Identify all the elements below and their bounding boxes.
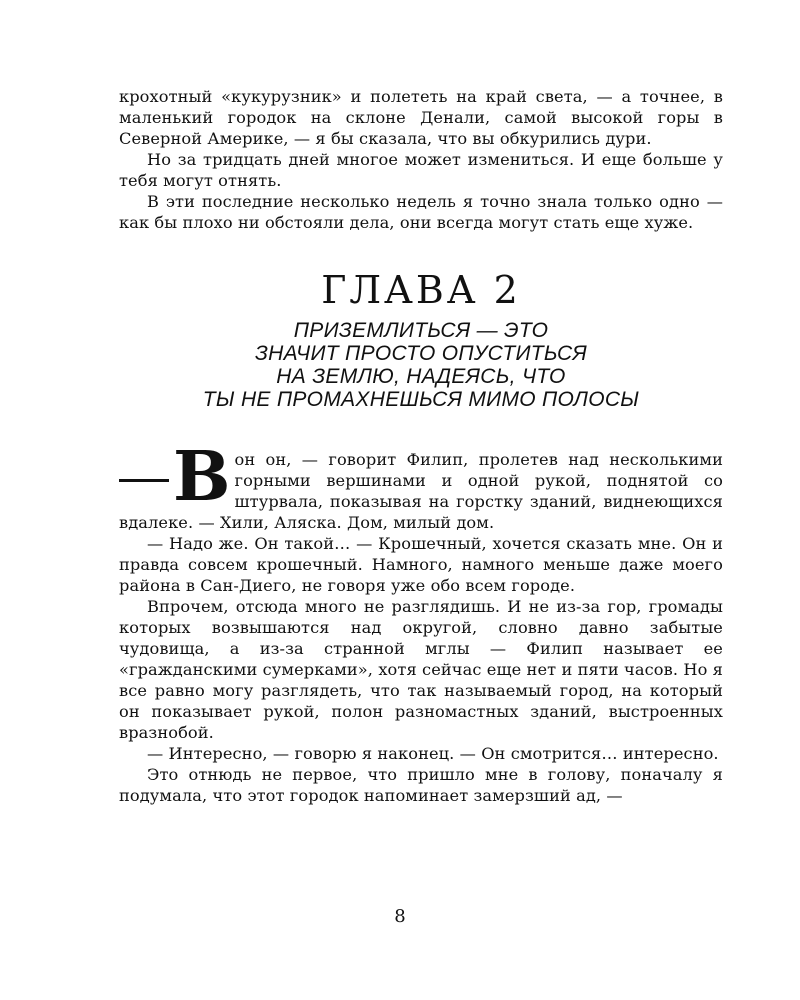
subtitle-line: ЗНАЧИТ ПРОСТО ОПУСТИТЬСЯ xyxy=(254,342,588,365)
paragraph: он он, — говорит Филип, пролетев над несколькими горными вершинами и одной рукой, поднятой со штурвала, показывая на горстку зданий, виднеющихся вдалеке. — Хили, Аляска. Дом, милый дом. xyxy=(119,450,723,532)
opening-text xyxy=(119,86,723,233)
drop-cap-block xyxy=(119,437,231,517)
chapter-subtitle xyxy=(119,319,723,411)
paragraph: Впрочем, отсюда много не разглядишь. И не из-за гор, громады которых возвышаются над округой, словно давно забытые чудовища, а из-за странной мглы — Филип называет ее «гражданскими сумерками», хотя сейчас еще нет и пяти часов. Но я все равно могу разглядеть, что так называемый город, на который он показывает рукой, полон разномастных зданий, выстроенных вразнобой. xyxy=(119,597,723,742)
paragraph: — Надо же. Он такой… — Крошечный, хочется сказать мне. Он и правда совсем крошечный. Намного, намного меньше даже моего района в Сан-Диего, не говоря уже обо всем городе. xyxy=(119,534,723,595)
subtitle-line: НА ЗЕМЛЮ, НАДЕЯСЬ, ЧТО xyxy=(276,365,566,388)
paragraph: В эти последние несколько недель я точно знала только одно — как бы плохо ни обстояли дела, они всегда могут стать еще хуже. xyxy=(119,192,723,232)
paragraph: Но за тридцать дней многое может измениться. И еще больше у тебя могут отнять. xyxy=(119,150,723,190)
drop-cap: В xyxy=(173,437,231,517)
subtitle-line: ПРИЗЕМЛИТЬСЯ — ЭТО xyxy=(293,319,549,342)
dialogue-dash xyxy=(119,479,169,482)
chapter-body xyxy=(119,437,723,806)
paragraph: — Интересно, — говорю я наконец. — Он смотрится… интересно. xyxy=(147,744,719,763)
book-page xyxy=(119,86,723,806)
page-number: 8 xyxy=(394,906,406,927)
paragraph: крохотный «кукурузник» и полететь на край света, — а точнее, в маленький городок на склоне Денали, самой высокой горы в Северной Америке, — я бы сказала, что вы обкурились дури. xyxy=(119,87,723,148)
subtitle-line: ТЫ НЕ ПРОМАХНЕШЬСЯ МИМО ПОЛОСЫ xyxy=(202,388,640,411)
chapter-title: ГЛАВА 2 xyxy=(321,268,521,312)
paragraph: Это отнюдь не первое, что пришло мне в голову, поначалу я подумала, что этот городок напоминает замерзший ад, — xyxy=(119,765,723,805)
